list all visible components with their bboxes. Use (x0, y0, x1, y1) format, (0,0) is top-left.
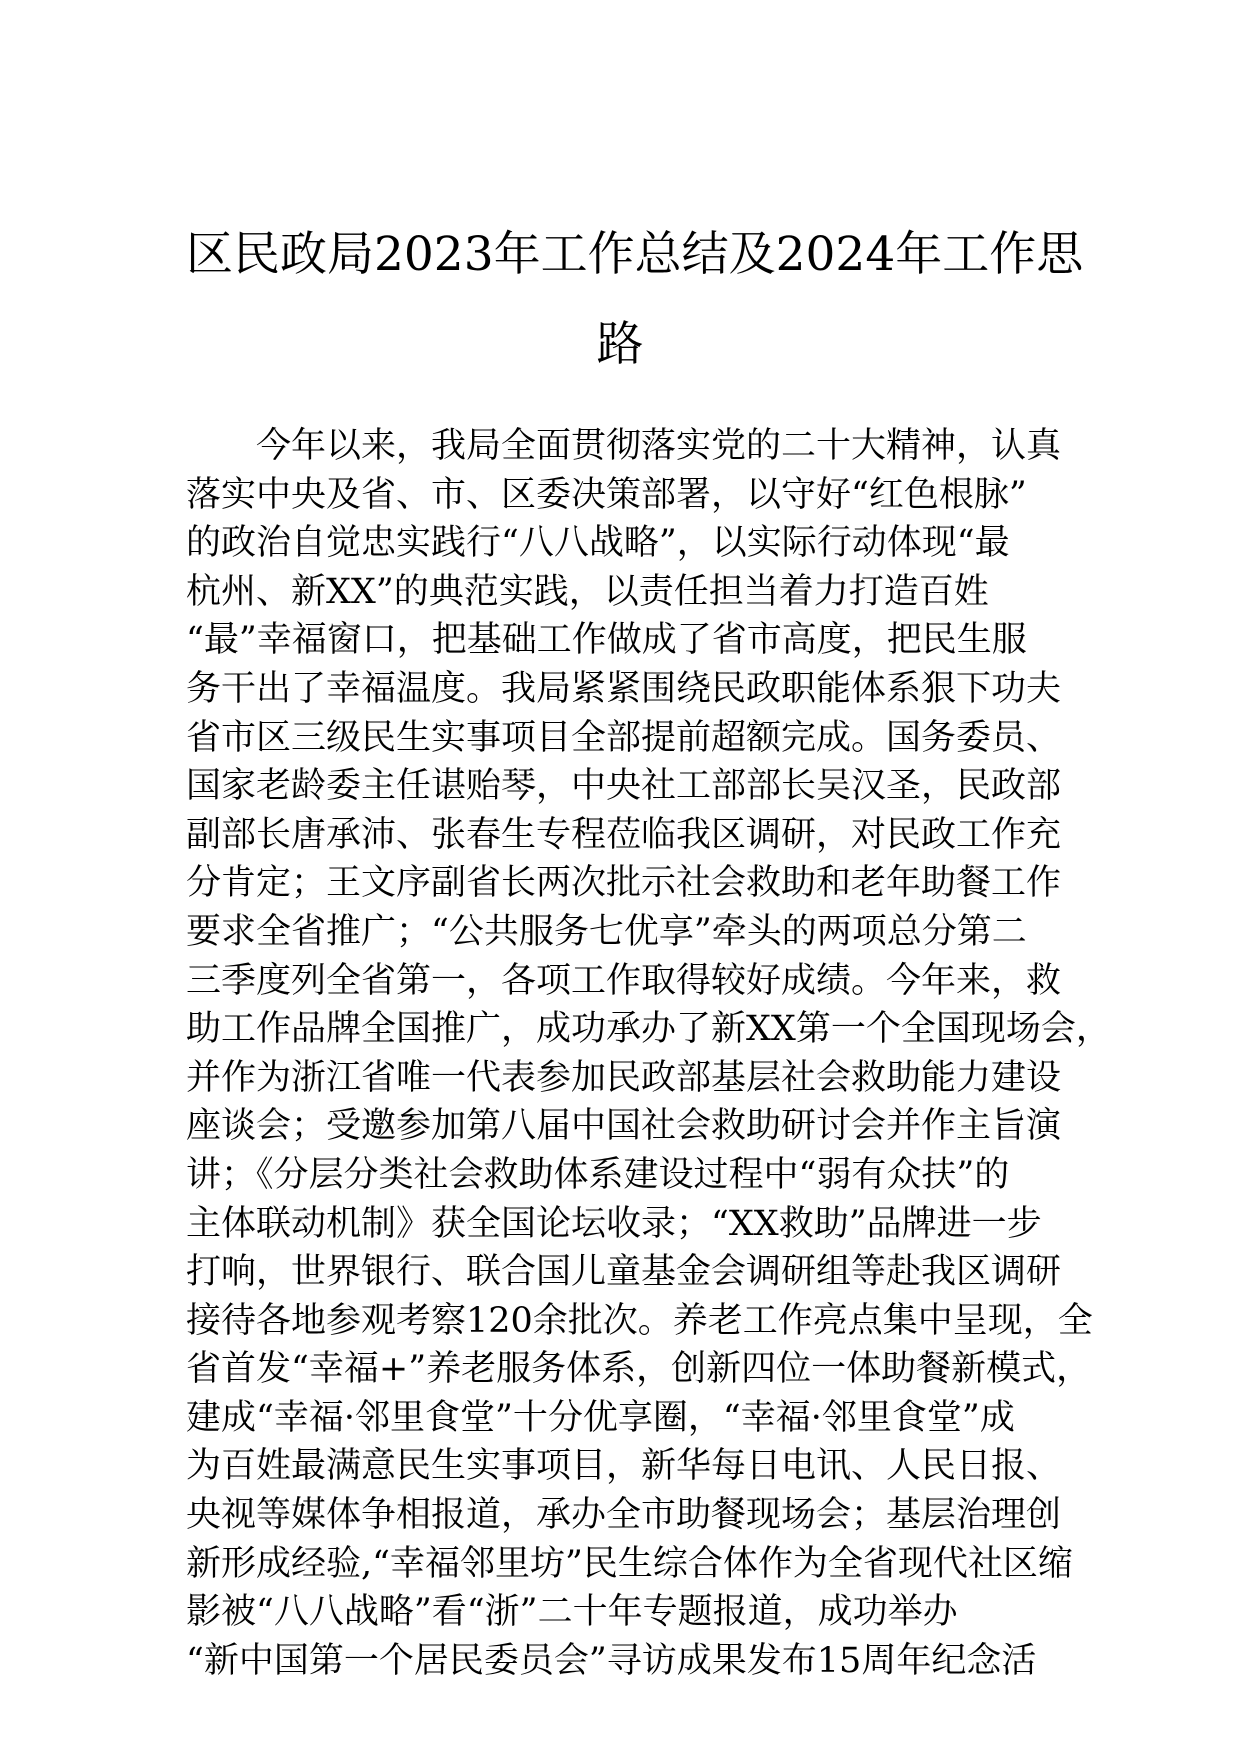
body-paragraph (186, 422, 1111, 1685)
body-line: 并作为浙江省唯一代表参加民政部基层社会救助能力建设 (186, 1057, 1062, 1098)
body-line: 落实中央及省、市、区委决策部署，以守好“红色根脉” (186, 474, 1027, 515)
body-line: 建成“幸福·邻里食堂”十分优享圈，“幸福·邻里食堂”成 (186, 1397, 1015, 1438)
body-line: 接待各地参观考察120余批次。养老工作亮点集中呈现，全 (186, 1300, 1093, 1341)
body-line: 助工作品牌全国推广，成功承办了新XX第一个全国现场会， (186, 1009, 1111, 1050)
body-line: 务干出了幸福温度。我局紧紧围绕民政职能体系狠下功夫 (186, 668, 1062, 709)
body-line: 三季度列全省第一，各项工作取得较好成绩。今年来，救 (186, 960, 1062, 1001)
body-line: 省首发“幸福+”养老服务体系，创新四位一体助餐新模式， (186, 1349, 1092, 1390)
body-line: “最”幸福窗口，把基础工作做成了省市高度，把民生服 (186, 620, 1027, 661)
body-line: 央视等媒体争相报道，承办全市助餐现场会；基层治理创 (186, 1495, 1062, 1536)
body-line: 打响，世界银行、联合国儿童基金会调研组等赴我区调研 (186, 1252, 1062, 1293)
body-line: 影被“八八战略”看“浙”二十年专题报道，成功举办 (186, 1592, 958, 1633)
title-line-1: 区民政局2023年工作总结及2024年工作思 (186, 227, 1084, 282)
body-line: 国家老龄委主任谌贻琴，中央社工部部长吴汉圣，民政部 (186, 766, 1062, 807)
body-line: 要求全省推广；“公共服务七优享”牵头的两项总分第二 (186, 911, 1027, 952)
title-line-2: 路 (596, 317, 644, 372)
body-line: 分肯定；王文序副省长两次批示社会救助和老年助餐工作 (186, 863, 1062, 904)
body-line: 新形成经验,“幸福邻里坊”民生综合体作为全省现代社区缩 (186, 1543, 1073, 1584)
body-line: 杭州、新XX”的典范实践，以责任担当着力打造百姓 (186, 571, 989, 612)
body-line: 的政治自觉忠实践行“八八战略”，以实际行动体现“最 (186, 523, 1010, 564)
body-line: 副部长唐承沛、张春生专程莅临我区调研，对民政工作充 (186, 814, 1062, 855)
body-line: 为百姓最满意民生实事项目，新华每日电讯、人民日报、 (186, 1446, 1062, 1487)
body-line: 座谈会；受邀参加第八届中国社会救助研讨会并作主旨演 (186, 1106, 1062, 1147)
body-line: 今年以来，我局全面贯彻落实党的二十大精神，认真 (256, 426, 1062, 466)
body-line: 讲；《分层分类社会救助体系建设过程中“弱有众扶”的 (186, 1154, 1010, 1195)
body-line: “新中国第一个居民委员会”寻访成果发布15周年纪念活 (186, 1640, 1037, 1681)
body-line: 省市区三级民生实事项目全部提前超额完成。国务委员、 (186, 717, 1062, 758)
body-line: 主体联动机制》获全国论坛收录；“XX救助”品牌进一步 (186, 1203, 1042, 1244)
document-title (186, 210, 1084, 390)
